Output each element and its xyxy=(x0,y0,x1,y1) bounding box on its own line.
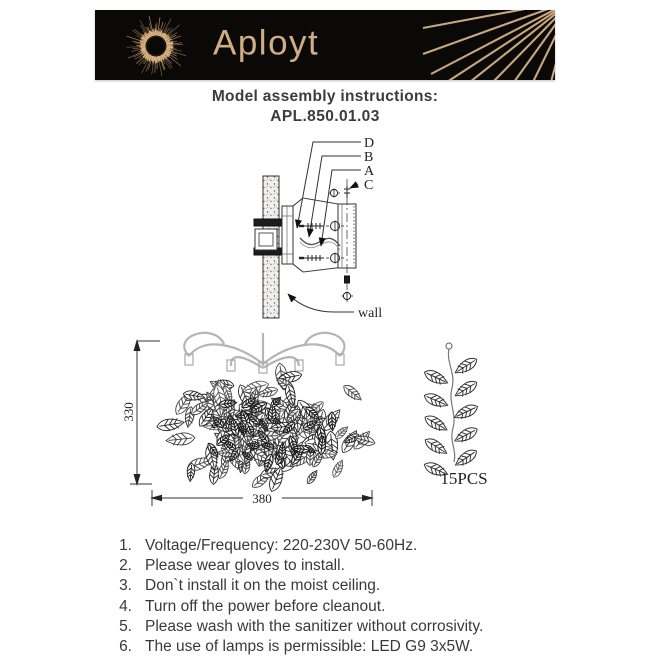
leaf-cluster xyxy=(156,362,376,493)
instruction-number: 1. xyxy=(104,536,132,556)
instruction-text: Please wash with the sanitizer without corrosivity. xyxy=(132,617,483,637)
instruction-number: 2. xyxy=(104,556,132,576)
wall-anchor xyxy=(254,219,281,226)
instruction-text: Turn off the power before cleanout. xyxy=(132,597,385,617)
screw xyxy=(299,221,344,232)
instruction-list xyxy=(104,536,574,657)
screw-small xyxy=(329,186,351,198)
instruction-text: Voltage/Frequency: 220-230V 50-60Hz. xyxy=(132,536,417,556)
instruction-text: Don`t install it on the moist ceiling. xyxy=(132,576,380,596)
instruction-item-6 xyxy=(104,637,574,657)
page-title: Model assembly instructions: xyxy=(0,88,650,106)
fixture-arms xyxy=(184,333,344,373)
instruction-number: 4. xyxy=(104,597,132,617)
instruction-number: 6. xyxy=(104,637,132,657)
instruction-text: Please wear gloves to install. xyxy=(132,556,345,576)
part-label-c: C xyxy=(364,178,373,193)
width-dimension: 380 xyxy=(252,491,272,506)
mounting-bracket xyxy=(282,206,293,264)
brand-name: Aployt xyxy=(213,23,319,63)
instruction-item-2 xyxy=(104,556,574,576)
instruction-number: 5. xyxy=(104,617,132,637)
parts-count-label: 15PCS xyxy=(440,469,487,488)
instruction-text: The use of lamps is permissible: LED G9 3x5W. xyxy=(132,637,473,657)
instruction-item-1 xyxy=(104,536,574,556)
leaf-strand xyxy=(422,343,479,479)
leader-c xyxy=(350,184,358,188)
wall-label: wall xyxy=(358,306,382,321)
assembly-diagram xyxy=(254,142,361,318)
part-label-a: A xyxy=(364,164,375,179)
junction-box xyxy=(255,229,277,250)
part-label-d: D xyxy=(364,136,374,151)
instruction-item-3 xyxy=(104,576,574,596)
screw xyxy=(299,253,344,264)
leader-wall xyxy=(288,294,354,312)
model-number: APL.850.01.03 xyxy=(0,108,650,126)
instruction-number: 3. xyxy=(104,576,132,596)
instruction-item-5 xyxy=(104,617,574,637)
height-dimension: 330 xyxy=(121,402,136,422)
part-label-b: B xyxy=(364,150,373,165)
instruction-item-4 xyxy=(104,597,574,617)
